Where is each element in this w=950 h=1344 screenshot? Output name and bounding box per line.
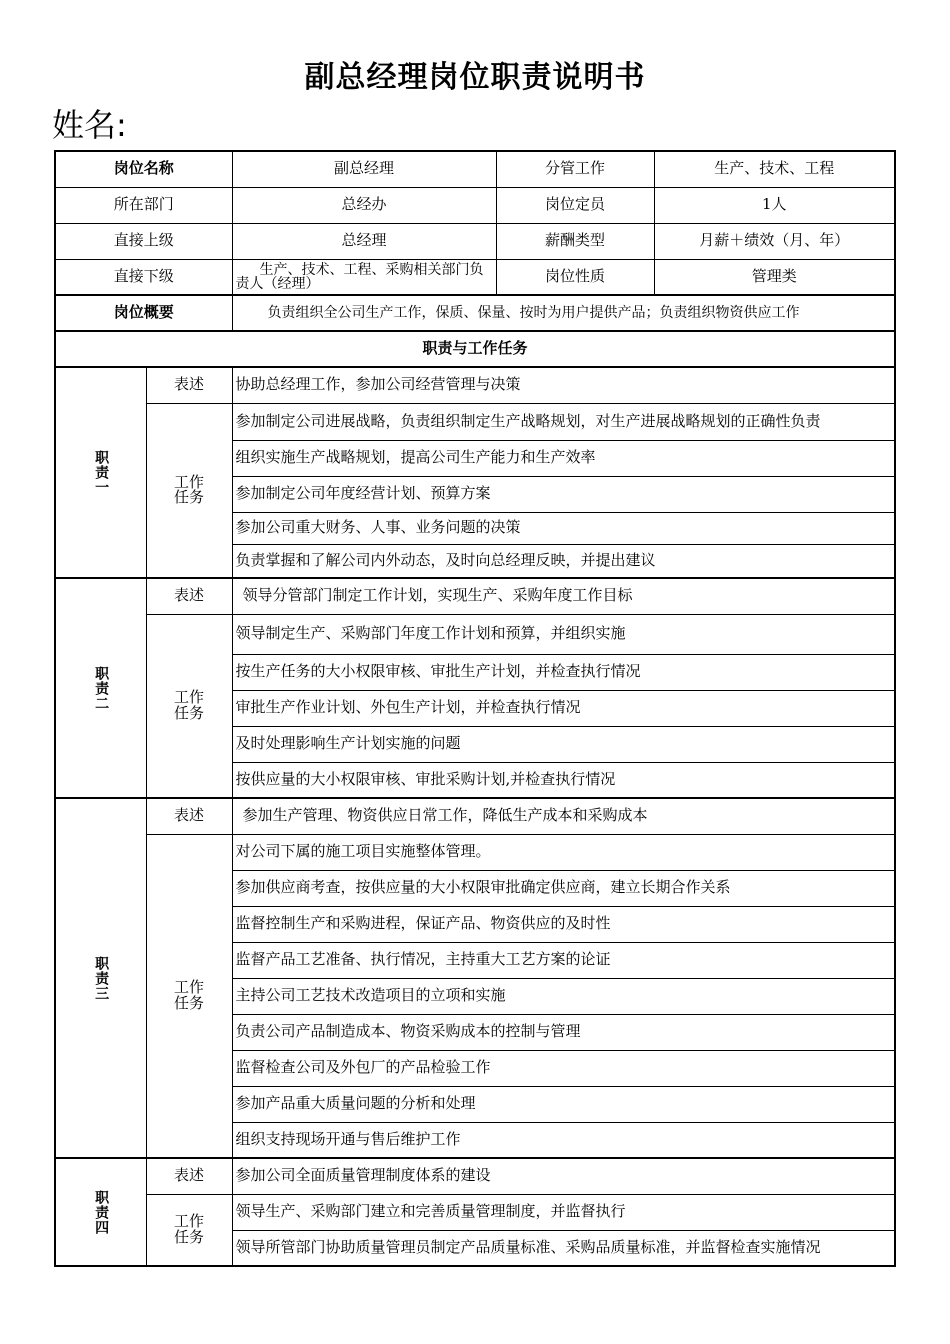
task-item: 主持公司工艺技术改造项目的立项和实施 [232, 978, 895, 1014]
task-item: 负责掌握和了解公司内外动态，及时向总经理反映，并提出建议 [232, 544, 895, 578]
tasks-label: 工作任务 [146, 1194, 232, 1266]
value-position-name: 副总经理 [232, 151, 496, 187]
value-headcount: 1人 [654, 187, 895, 223]
task-item: 审批生产作业计划、外包生产计划，并检查执行情况 [232, 690, 895, 726]
label-superior: 直接上级 [55, 223, 232, 259]
label-salary-type: 薪酬类型 [496, 223, 654, 259]
task-item: 监督检查公司及外包厂的产品检验工作 [232, 1050, 895, 1086]
value-subordinate: 生产、技术、工程、采购相关部门负责人（经理） [232, 259, 496, 295]
task-item: 组织实施生产战略规划，提高公司生产能力和生产效率 [232, 440, 895, 476]
tasks-label: 工作任务 [146, 834, 232, 1158]
value-superior: 总经理 [232, 223, 496, 259]
task-item: 领导制定生产、采购部门年度工作计划和预算，并组织实施 [232, 614, 895, 654]
job-description-table [54, 150, 896, 1267]
task-item: 参加产品重大质量问题的分析和处理 [232, 1086, 895, 1122]
task-item: 领导所管部门协助质量管理员制定产品质量标准、采购品质量标准，并监督检查实施情况 [232, 1230, 895, 1266]
tasks-label: 工作任务 [146, 403, 232, 578]
duty-statement: 协助总经理工作，参加公司经营管理与决策 [232, 367, 895, 403]
value-salary-type: 月薪＋绩效（月、年） [654, 223, 895, 259]
task-item: 负责公司产品制造成本、物资采购成本的控制与管理 [232, 1014, 895, 1050]
statement-label: 表述 [146, 367, 232, 403]
duty-name: 职责四 [55, 1158, 146, 1266]
value-managed-work: 生产、技术、工程 [654, 151, 895, 187]
task-item: 参加供应商考查，按供应量的大小权限审批确定供应商，建立长期合作关系 [232, 870, 895, 906]
task-item: 参加制定公司年度经营计划、预算方案 [232, 476, 895, 512]
tasks-label: 工作任务 [146, 614, 232, 798]
duty-statement: 参加生产管理、物资供应日常工作，降低生产成本和采购成本 [232, 798, 895, 834]
task-item: 领导生产、采购部门建立和完善质量管理制度，并监督执行 [232, 1194, 895, 1230]
duty-name: 职责二 [55, 578, 146, 798]
task-item: 按生产任务的大小权限审核、审批生产计划，并检查执行情况 [232, 654, 895, 690]
section-title: 职责与工作任务 [55, 331, 895, 367]
document-title: 副总经理岗位职责说明书 [304, 60, 646, 95]
statement-label: 表述 [146, 578, 232, 614]
task-item: 参加公司重大财务、人事、业务问题的决策 [232, 512, 895, 544]
task-item: 参加制定公司进展战略，负责组织制定生产战略规划，对生产进展战略规划的正确性负责 [232, 403, 895, 440]
statement-label: 表述 [146, 1158, 232, 1194]
label-nature: 岗位性质 [496, 259, 654, 295]
label-position-name: 岗位名称 [55, 151, 232, 187]
label-subordinate: 直接下级 [55, 259, 232, 295]
label-headcount: 岗位定员 [496, 187, 654, 223]
task-item: 按供应量的大小权限审核、审批采购计划,并检查执行情况 [232, 762, 895, 798]
duty-statement: 领导分管部门制定工作计划，实现生产、采购年度工作目标 [232, 578, 895, 614]
value-department: 总经办 [232, 187, 496, 223]
label-managed-work: 分管工作 [496, 151, 654, 187]
duty-name: 职责一 [55, 367, 146, 578]
task-item: 监督产品工艺准备、执行情况，主持重大工艺方案的论证 [232, 942, 895, 978]
task-item: 对公司下属的施工项目实施整体管理。 [232, 834, 895, 870]
name-label: 姓名: [52, 106, 127, 144]
duty-statement: 参加公司全面质量管理制度体系的建设 [232, 1158, 895, 1194]
label-department: 所在部门 [55, 187, 232, 223]
task-item: 组织支持现场开通与售后维护工作 [232, 1122, 895, 1158]
value-nature: 管理类 [654, 259, 895, 295]
task-item: 监督控制生产和采购进程，保证产品、物资供应的及时性 [232, 906, 895, 942]
duty-name: 职责三 [55, 798, 146, 1158]
value-overview: 负责组织全公司生产工作，保质、保量、按时为用户提供产品；负责组织物资供应工作 [232, 295, 895, 331]
label-overview: 岗位概要 [55, 295, 232, 331]
statement-label: 表述 [146, 798, 232, 834]
task-item: 及时处理影响生产计划实施的问题 [232, 726, 895, 762]
